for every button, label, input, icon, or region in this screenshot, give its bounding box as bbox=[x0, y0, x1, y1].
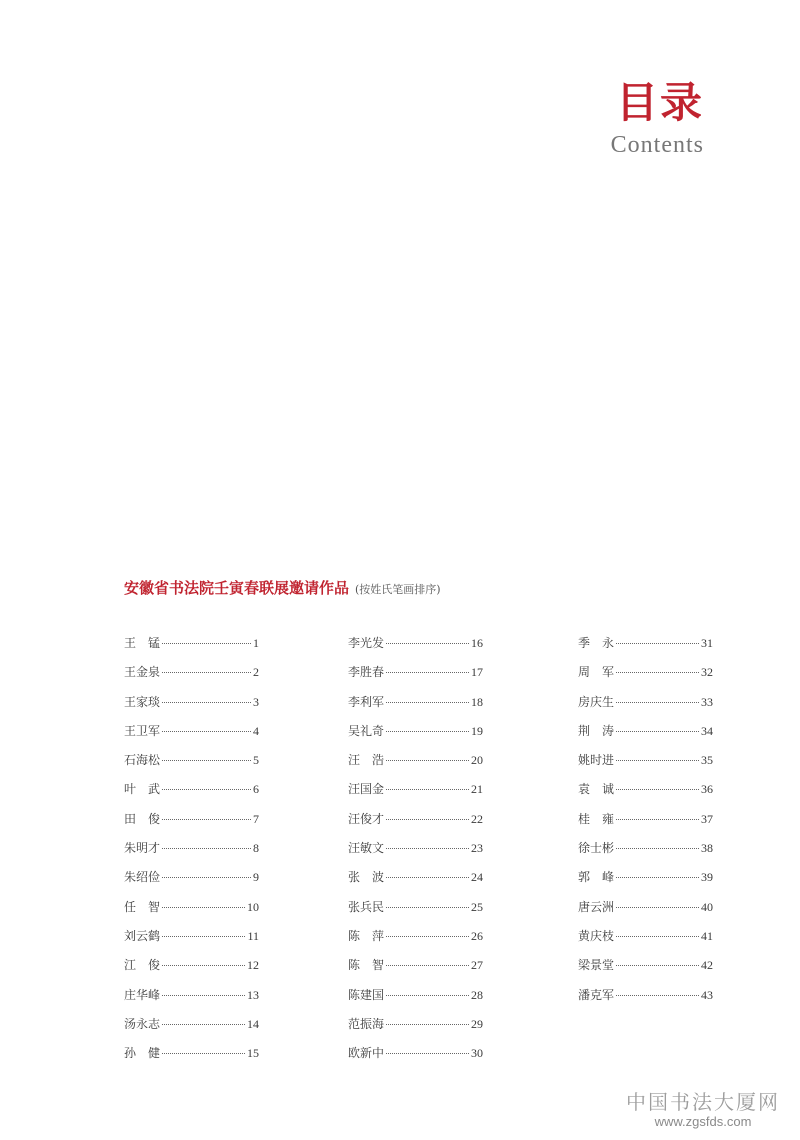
toc-entry-name: 王金泉 bbox=[124, 665, 161, 680]
dot-leader bbox=[616, 877, 699, 878]
toc-entry-page: 5 bbox=[253, 753, 259, 768]
toc-entry-page: 16 bbox=[471, 636, 483, 650]
toc-entry[interactable] bbox=[578, 927, 713, 956]
toc-entry[interactable] bbox=[124, 810, 259, 839]
toc-entry-page: 1 bbox=[253, 636, 259, 650]
toc-entry[interactable] bbox=[578, 898, 713, 927]
toc-entry[interactable] bbox=[124, 898, 259, 927]
toc-entry-page: 17 bbox=[471, 665, 483, 680]
toc-entry-name: 江 俊 bbox=[124, 958, 161, 973]
toc-entry[interactable] bbox=[578, 663, 713, 692]
dot-leader bbox=[386, 731, 469, 732]
toc-entry-name: 张 波 bbox=[348, 870, 385, 885]
toc-entry-name: 周 军 bbox=[578, 665, 615, 680]
toc-entry[interactable] bbox=[348, 780, 483, 809]
toc-entry-page: 31 bbox=[701, 636, 713, 650]
toc-entry[interactable] bbox=[124, 1015, 259, 1044]
site-watermark bbox=[618, 1090, 788, 1130]
toc-entry-page: 8 bbox=[253, 841, 259, 856]
toc-entry-name: 袁 诚 bbox=[578, 782, 615, 797]
toc-entry-name: 陈 萍 bbox=[348, 928, 385, 943]
toc-entry-name: 陈 智 bbox=[348, 958, 385, 973]
toc-entry[interactable] bbox=[124, 956, 259, 985]
dot-leader bbox=[386, 965, 469, 966]
toc-entry-name: 范振海 bbox=[348, 1016, 385, 1031]
toc-entry[interactable] bbox=[124, 663, 259, 692]
toc-entry-name: 黄庆枝 bbox=[578, 928, 615, 943]
page-title: 目录 bbox=[615, 78, 704, 127]
toc-entry-page: 24 bbox=[471, 870, 483, 885]
toc-entry-name: 庄华峰 bbox=[124, 987, 161, 1002]
toc-entry-page: 15 bbox=[247, 1046, 259, 1061]
toc-entry[interactable] bbox=[578, 810, 713, 839]
dot-leader bbox=[162, 1053, 245, 1054]
toc-column-3 bbox=[578, 634, 713, 1015]
dot-leader bbox=[386, 819, 469, 820]
dot-leader bbox=[616, 789, 699, 790]
toc-entry-name: 徐士彬 bbox=[578, 841, 615, 856]
toc-entry-page: 41 bbox=[701, 928, 713, 943]
toc-entry-name: 欧新中 bbox=[348, 1046, 385, 1061]
toc-entry-name: 季 永 bbox=[578, 636, 615, 650]
dot-leader bbox=[386, 760, 469, 761]
toc-entry-name: 刘云鹤 bbox=[124, 928, 161, 943]
toc-entry-page: 3 bbox=[253, 694, 259, 709]
dot-leader bbox=[616, 907, 699, 908]
dot-leader bbox=[162, 819, 251, 820]
toc-entry[interactable] bbox=[578, 751, 713, 780]
toc-entry[interactable] bbox=[124, 780, 259, 809]
dot-leader bbox=[616, 672, 699, 673]
dot-leader bbox=[386, 672, 469, 673]
toc-entry[interactable] bbox=[578, 956, 713, 985]
dot-leader bbox=[616, 965, 699, 966]
dot-leader bbox=[386, 848, 469, 849]
toc-entry-name: 石海松 bbox=[124, 753, 161, 768]
toc-entry[interactable] bbox=[348, 634, 483, 663]
toc-entry[interactable] bbox=[348, 986, 483, 1015]
toc-entry-name: 王家琰 bbox=[124, 694, 161, 709]
toc-entry-page: 9 bbox=[253, 870, 259, 885]
toc-entry[interactable] bbox=[348, 898, 483, 927]
sort-note: (按姓氏笔画排序) bbox=[355, 583, 441, 596]
dot-leader bbox=[162, 643, 251, 644]
dot-leader bbox=[386, 936, 469, 937]
toc-entry-page: 12 bbox=[247, 958, 259, 973]
toc-entry-name: 叶 武 bbox=[124, 782, 161, 797]
dot-leader bbox=[616, 995, 699, 996]
dot-leader bbox=[386, 877, 469, 878]
toc-entry[interactable] bbox=[348, 1044, 483, 1073]
toc-entry-name: 唐云洲 bbox=[578, 899, 615, 914]
dot-leader bbox=[162, 995, 245, 996]
toc-entry[interactable] bbox=[348, 810, 483, 839]
toc-entry-page: 7 bbox=[253, 811, 259, 826]
dot-leader bbox=[162, 1024, 245, 1025]
toc-entry[interactable] bbox=[578, 634, 713, 663]
toc-entry-name: 汪敏文 bbox=[348, 841, 385, 856]
toc-entry[interactable] bbox=[348, 693, 483, 722]
toc-entry-page: 28 bbox=[471, 987, 483, 1002]
toc-entry[interactable] bbox=[348, 663, 483, 692]
dot-leader bbox=[616, 936, 699, 937]
toc-entry-name: 汪 浩 bbox=[348, 753, 385, 768]
toc-entry-page: 19 bbox=[471, 723, 483, 738]
dot-leader bbox=[386, 643, 469, 644]
toc-entry-page: 22 bbox=[471, 811, 483, 826]
toc-entry-name: 朱明才 bbox=[124, 841, 161, 856]
toc-entry-page: 43 bbox=[701, 987, 713, 1002]
dot-leader bbox=[162, 672, 251, 673]
dot-leader bbox=[386, 1053, 469, 1054]
toc-entry-page: 40 bbox=[701, 899, 713, 914]
dot-leader bbox=[162, 789, 251, 790]
toc-entry-page: 14 bbox=[247, 1016, 259, 1031]
dot-leader bbox=[616, 702, 699, 703]
toc-entry[interactable] bbox=[124, 1044, 259, 1073]
toc-entry-name: 王卫军 bbox=[124, 723, 161, 738]
dot-leader bbox=[386, 789, 469, 790]
toc-entry-name: 梁景堂 bbox=[578, 958, 615, 973]
toc-entry-name: 汤永志 bbox=[124, 1016, 161, 1031]
toc-entry[interactable] bbox=[348, 868, 483, 897]
toc-entry-name: 孙 健 bbox=[124, 1046, 161, 1061]
dot-leader bbox=[162, 877, 251, 878]
toc-entry-page: 27 bbox=[471, 958, 483, 973]
toc-entry[interactable] bbox=[578, 722, 713, 751]
toc-entry-page: 39 bbox=[701, 870, 713, 885]
toc-entry-name: 王 锰 bbox=[124, 636, 161, 650]
toc-entry-name: 桂 雍 bbox=[578, 811, 615, 826]
toc-entry-page: 32 bbox=[701, 665, 713, 680]
toc-entry[interactable] bbox=[124, 986, 259, 1015]
toc-entry-page: 37 bbox=[701, 811, 713, 826]
toc-entry-name: 任 智 bbox=[124, 899, 161, 914]
toc-entry[interactable] bbox=[124, 839, 259, 868]
dot-leader bbox=[616, 848, 699, 849]
dot-leader bbox=[162, 965, 245, 966]
toc-column-1 bbox=[124, 634, 259, 1073]
dot-leader bbox=[162, 907, 245, 908]
toc-entry[interactable] bbox=[578, 693, 713, 722]
toc-entry-page: 35 bbox=[701, 753, 713, 768]
toc-entry-name: 汪俊才 bbox=[348, 811, 385, 826]
toc-entry-page: 2 bbox=[253, 665, 259, 680]
toc-entry-page: 10 bbox=[247, 899, 259, 914]
toc-entry-page: 38 bbox=[701, 841, 713, 856]
dot-leader bbox=[386, 1024, 469, 1025]
toc-entry-page: 13 bbox=[247, 987, 259, 1002]
toc-entry[interactable] bbox=[578, 839, 713, 868]
toc-entry-name: 潘克军 bbox=[578, 987, 615, 1002]
toc-entry-name: 张兵民 bbox=[348, 899, 385, 914]
section-title-text: 安徽省书法院壬寅春联展邀请作品 bbox=[124, 579, 350, 597]
dot-leader bbox=[616, 760, 699, 761]
dot-leader bbox=[616, 819, 699, 820]
toc-entry[interactable] bbox=[124, 693, 259, 722]
toc-entry[interactable] bbox=[578, 780, 713, 809]
dot-leader bbox=[386, 995, 469, 996]
toc-entry-page: 6 bbox=[253, 782, 259, 797]
dot-leader bbox=[162, 731, 251, 732]
toc-entry-name: 吴礼奇 bbox=[348, 723, 385, 738]
toc-entry-page: 20 bbox=[471, 753, 483, 768]
toc-entry[interactable] bbox=[348, 927, 483, 956]
toc-entry-name: 朱绍俭 bbox=[124, 870, 161, 885]
toc-entry[interactable] bbox=[124, 927, 259, 956]
dot-leader bbox=[386, 907, 469, 908]
toc-entry-name: 荆 涛 bbox=[578, 723, 615, 738]
section-title bbox=[124, 577, 441, 598]
toc-entry-page: 42 bbox=[701, 958, 713, 973]
toc-entry-page: 29 bbox=[471, 1016, 483, 1031]
toc-entry[interactable] bbox=[348, 751, 483, 780]
toc-entry[interactable] bbox=[578, 868, 713, 897]
dot-leader bbox=[616, 731, 699, 732]
contents-heading bbox=[611, 78, 704, 160]
watermark-name: 中国书法大厦网 bbox=[626, 1090, 780, 1114]
dot-leader bbox=[162, 760, 251, 761]
toc-entry-name: 房庆生 bbox=[578, 694, 615, 709]
toc-entry[interactable] bbox=[578, 986, 713, 1015]
toc-entry[interactable] bbox=[124, 722, 259, 751]
toc-entry-page: 11 bbox=[247, 928, 259, 943]
toc-entry-name: 李光发 bbox=[348, 636, 385, 650]
toc-entry-name: 李胜春 bbox=[348, 665, 385, 680]
toc-entry-page: 4 bbox=[253, 723, 259, 738]
toc-entry[interactable] bbox=[124, 751, 259, 780]
toc-entry-page: 34 bbox=[701, 723, 713, 738]
toc-entry-name: 姚时进 bbox=[578, 753, 615, 768]
toc-entry-name: 李利军 bbox=[348, 694, 385, 709]
dot-leader bbox=[162, 936, 245, 937]
toc-entry-name: 郭 峰 bbox=[578, 870, 615, 885]
dot-leader bbox=[386, 702, 469, 703]
toc-entry-page: 21 bbox=[471, 782, 483, 797]
dot-leader bbox=[616, 643, 699, 644]
toc-entry[interactable] bbox=[348, 956, 483, 985]
toc-entry[interactable] bbox=[348, 722, 483, 751]
toc-entry-page: 30 bbox=[471, 1046, 483, 1061]
toc-entry-page: 23 bbox=[471, 841, 483, 856]
toc-entry-page: 26 bbox=[471, 928, 483, 943]
page-subtitle: Contents bbox=[610, 132, 704, 158]
toc-entry[interactable] bbox=[124, 868, 259, 897]
toc-entry[interactable] bbox=[348, 1015, 483, 1044]
dot-leader bbox=[162, 702, 251, 703]
toc-entry-page: 18 bbox=[471, 694, 483, 709]
dot-leader bbox=[162, 848, 251, 849]
toc-entry-name: 汪国金 bbox=[348, 782, 385, 797]
toc-entry[interactable] bbox=[348, 839, 483, 868]
toc-column-2 bbox=[348, 634, 483, 1073]
toc-entry-name: 田 俊 bbox=[124, 811, 161, 826]
watermark-url: www.zgsfds.com bbox=[654, 1114, 752, 1129]
toc-entry-page: 25 bbox=[471, 899, 483, 914]
toc-entry-page: 36 bbox=[701, 782, 713, 797]
toc-entry-name: 陈建国 bbox=[348, 987, 385, 1002]
toc-entry[interactable] bbox=[124, 634, 259, 663]
toc-entry-page: 33 bbox=[701, 694, 713, 709]
